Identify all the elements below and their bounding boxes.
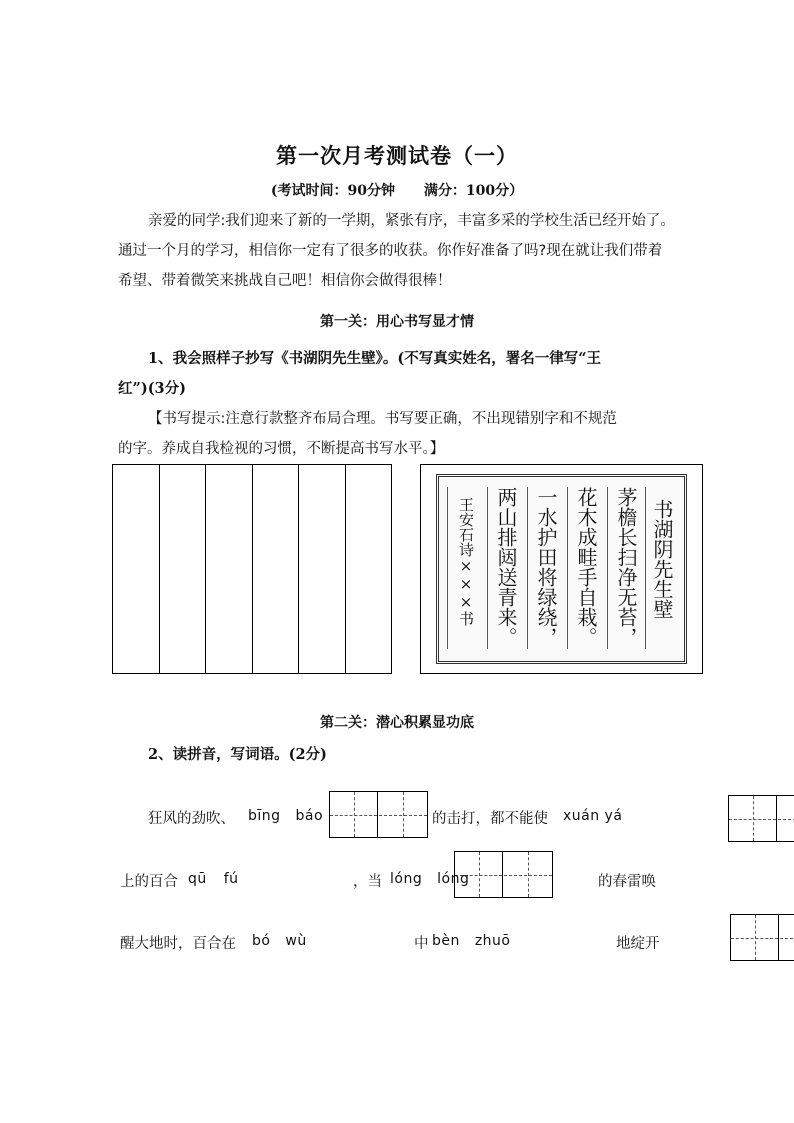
- writing-tip-line-2: 的字。养成自我检视的习惯，不断提高书写水平。】: [118, 441, 445, 457]
- copy-writing-grid[interactable]: [112, 464, 392, 674]
- row-3-text-2: 中: [414, 936, 429, 952]
- tian-cell[interactable]: [731, 915, 779, 960]
- copy-column[interactable]: [299, 465, 346, 673]
- tian-cell[interactable]: [780, 915, 794, 960]
- tian-cell[interactable]: [778, 796, 794, 841]
- intro-line-1: 亲爱的同学:我们迎来了新的一学期，紧张有序，丰富多采的学校生活已经开始了。: [148, 213, 675, 229]
- row-2-text-2: ，当: [353, 874, 382, 890]
- sample-column-3: 花木成畦手自栽。: [567, 487, 604, 649]
- intro-line-2: 通过一个月的学习，相信你一定有了很多的收获。你作好准备了吗?现在就让我们带着: [118, 243, 663, 259]
- row-3-pinyin-1: bó wù: [252, 933, 307, 949]
- tian-cell[interactable]: [379, 792, 427, 837]
- tian-cell[interactable]: [330, 792, 378, 837]
- question-2: 2、读拼音，写词语。(2分): [148, 746, 327, 763]
- tian-cell[interactable]: [729, 796, 777, 841]
- sample-column-signature: 王安石诗×××书: [447, 487, 484, 649]
- row-2-text-3: 的春雷唤: [598, 874, 656, 890]
- writing-tip: [118, 404, 688, 464]
- copy-column[interactable]: [160, 465, 207, 673]
- row-3-text-3: 地绽开: [616, 936, 660, 952]
- row-2-pinyin-1: qū fú: [188, 871, 239, 887]
- copy-column[interactable]: [253, 465, 300, 673]
- row-2-text-1: 上的百合: [120, 874, 178, 890]
- row-1-text-1: 狂风的劲吹、: [148, 811, 235, 827]
- row-1-pinyin-2: xuán yá: [563, 808, 623, 824]
- sample-column-4: 一水护田将绿绕，: [527, 487, 564, 649]
- row-3-pinyin-2: bèn zhuō: [432, 933, 511, 949]
- row-1-pinyin-1: bīng báo: [248, 808, 324, 824]
- question-1-line-1: 1、我会照样子抄写《书湖阴先生壁》。(不写真实姓名，署名一律写“王: [148, 350, 602, 367]
- exam-score: 满分：100分）: [423, 183, 524, 199]
- writing-tip-line-1: 【书写提示:注意行款整齐布局合理。书写要正确，不出现错别字和不规范: [148, 411, 617, 427]
- sample-column-title: 书湖阴先生壁: [645, 487, 678, 649]
- row-2-pinyin-2: lóng lóng: [390, 871, 470, 887]
- exam-time: (考试时间：90分钟: [270, 183, 395, 199]
- sample-column-5: 两山排闼送青来。: [487, 487, 524, 649]
- section-2-title: 第二关：潜心积累显功底: [320, 715, 474, 731]
- row-1-text-2: 的击打，都不能使: [432, 811, 548, 827]
- question-1: [118, 344, 688, 404]
- sample-frame: [436, 474, 687, 664]
- sample-column-2: 茅檐长扫净无苔，: [607, 487, 644, 649]
- answer-box-bowu[interactable]: [730, 914, 794, 961]
- intro-paragraph: [118, 206, 678, 296]
- calligraphy-sample: [420, 464, 703, 674]
- answer-box-xuanya[interactable]: [728, 795, 794, 842]
- intro-line-3: 希望、带着微笑来挑战自己吧！相信你会做得很棒！: [118, 273, 452, 289]
- copy-column[interactable]: [206, 465, 253, 673]
- row-3-text-1: 醒大地时，百合在: [120, 936, 236, 952]
- answer-box-bingbao[interactable]: [329, 791, 428, 838]
- exam-info: [0, 180, 794, 200]
- page-title: 第一次月考测试卷（一）: [276, 143, 518, 168]
- tian-cell[interactable]: [504, 852, 552, 897]
- question-1-line-2: 红”)(3分): [118, 380, 187, 397]
- section-1-title: 第一关：用心书写显才情: [320, 314, 474, 330]
- copy-column[interactable]: [113, 465, 160, 673]
- copy-column[interactable]: [346, 465, 392, 673]
